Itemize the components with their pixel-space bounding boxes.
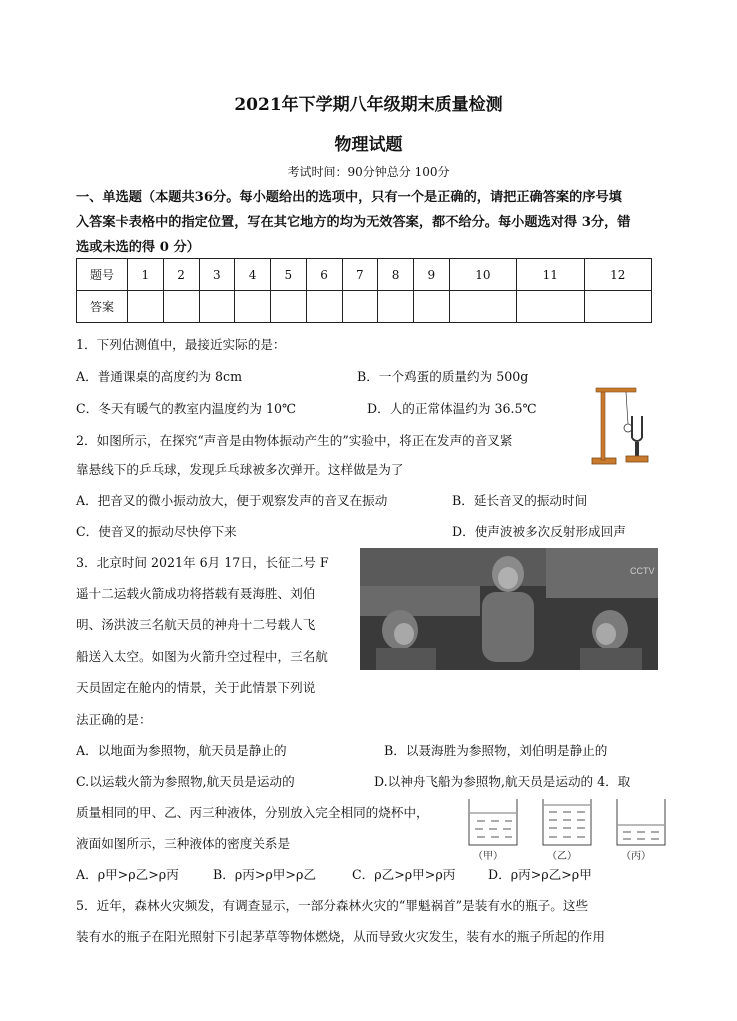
exam-subtitle: 物理试题 xyxy=(334,135,403,155)
q2-option-b: B．延长音叉的振动时间 xyxy=(452,493,588,508)
q4-option-c: C．ρ乙>ρ甲>ρ丙 xyxy=(352,867,456,882)
q4-option-b: B．ρ丙>ρ甲>ρ乙 xyxy=(213,867,316,882)
question-number-cell: 12 xyxy=(584,259,652,291)
beaker-bing xyxy=(617,799,665,845)
astronauts-photo-illustration xyxy=(360,548,658,670)
q4-stem-line1: 质量相同的甲、乙、丙三种液体，分别放入完全相同的烧杯中， xyxy=(76,805,429,820)
answer-cell[interactable] xyxy=(414,291,450,323)
q3-stem-line1: 3．北京时间 2021年 6月 17日，长征二号 F xyxy=(76,555,329,570)
question-number-cell: 11 xyxy=(517,259,584,291)
answer-cell[interactable] xyxy=(306,291,342,323)
q5-stem-line1: 5．近年，森林火灾频发，有调查显示，一部分森林火灾的“罪魁祸首”是装有水的瓶子。这些 xyxy=(76,898,589,913)
q5-stem-line2: 装有水的瓶子在阳光照射下引起茅草等物体燃烧，从而导致火灾发生，装有水的瓶子所起的作用 xyxy=(76,929,605,944)
beaker-yi xyxy=(543,799,591,845)
q3-stem-line5: 天员固定在舱内的情景，关于此情景下列说 xyxy=(76,680,316,695)
answer-cell[interactable] xyxy=(378,291,414,323)
q3-stem-line2: 遥十二运载火箭成功将搭载有聂海胜、刘伯 xyxy=(76,586,316,601)
q1-option-d: D．人的正常体温约为 36.5℃ xyxy=(367,401,537,416)
question-number-cell: 1 xyxy=(128,259,164,291)
q1-stem: 1．下列估测值中，最接近实际的是： xyxy=(76,337,286,352)
answer-cell[interactable] xyxy=(271,291,307,323)
answer-table-answer-row xyxy=(77,291,652,323)
exam-info: 考试时间：90分钟总分 100分 xyxy=(287,165,450,179)
question-number-cell: 3 xyxy=(199,259,235,291)
question-number-cell: 8 xyxy=(378,259,414,291)
q1-option-a: A．普通课桌的高度约为 8cm xyxy=(76,369,243,384)
question-number-cell: 4 xyxy=(235,259,271,291)
q4-option-d: D．ρ丙>ρ乙>ρ甲 xyxy=(488,867,592,882)
q1-option-b: B．一个鸡蛋的质量约为 500g xyxy=(357,369,529,384)
question-number-cell: 5 xyxy=(271,259,307,291)
answer-cell[interactable] xyxy=(517,291,584,323)
section-instructions-line2: 入答案卡表格中的指定位置，写在其它地方的均为无效答案，都不给分。每小题选对得 3分，错 xyxy=(76,215,631,230)
answer-cell[interactable] xyxy=(163,291,199,323)
answer-cell[interactable] xyxy=(235,291,271,323)
beaker-label-jia: （甲） xyxy=(473,851,503,862)
q3-option-b: B．以聂海胜为参照物，刘伯明是静止的 xyxy=(384,743,608,758)
answer-table-answer-label: 答案 xyxy=(77,291,128,323)
q2-stem-line2: 靠悬线下的乒乓球，发现乒乓球被多次弹开。这样做是为了 xyxy=(76,462,404,477)
question-number-cell: 9 xyxy=(414,259,450,291)
section-instructions-line3: 选或未选的得 0 分） xyxy=(76,240,200,255)
beakers-figure xyxy=(465,795,670,863)
answer-table-number-row xyxy=(77,259,652,291)
q3-stem-line3: 明、汤洪波三名航天员的神舟十二号载人飞 xyxy=(76,617,316,632)
question-number-cell: 2 xyxy=(163,259,199,291)
answer-cell[interactable] xyxy=(449,291,516,323)
photo-watermark: CCTV xyxy=(630,566,655,576)
q3-option-d: D.以神舟飞船为参照物,航天员是运动的 4．取 xyxy=(374,774,631,789)
q2-option-c: C．使音叉的振动尽快停下来 xyxy=(76,524,237,539)
q3-stem-line6: 法正确的是： xyxy=(76,712,152,727)
q3-option-c: C.以运载火箭为参照物,航天员是运动的 xyxy=(76,774,295,789)
answer-cell[interactable] xyxy=(342,291,378,323)
q2-option-a: A．把音叉的微小振动放大，便于观察发声的音叉在振动 xyxy=(76,493,388,508)
answer-cell[interactable] xyxy=(199,291,235,323)
answer-table xyxy=(76,258,652,323)
q2-stem-line1: 2．如图所示，在探究“声音是由物体振动产生的”实验中，将正在发声的音叉紧 xyxy=(76,433,513,448)
question-number-cell: 7 xyxy=(342,259,378,291)
exam-title: 2021年下学期八年级期末质量检测 xyxy=(234,95,503,115)
answer-cell[interactable] xyxy=(128,291,164,323)
section-instructions-line1: 一、单选题（本题共36分。每小题给出的选项中，只有一个是正确的，请把正确答案的序号填 xyxy=(76,190,622,205)
astronauts-photo xyxy=(360,548,658,670)
q3-option-a: A．以地面为参照物，航天员是静止的 xyxy=(76,743,287,758)
tuning-fork-figure xyxy=(586,380,656,472)
q4-stem-line2: 液面如图所示，三种液体的密度关系是 xyxy=(76,836,291,851)
beaker-label-yi: （乙） xyxy=(547,851,577,862)
q3-stem-line4: 船送入太空。如图为火箭升空过程中，三名航 xyxy=(76,649,328,664)
answer-table-header-label: 题号 xyxy=(77,259,128,291)
question-number-cell: 6 xyxy=(306,259,342,291)
beaker-label-bing: （丙） xyxy=(621,851,651,862)
q2-option-d: D．使声波被多次反射形成回声 xyxy=(452,524,626,539)
question-number-cell: 10 xyxy=(449,259,516,291)
q4-option-a: A．ρ甲>ρ乙>ρ丙 xyxy=(76,867,179,882)
answer-cell[interactable] xyxy=(584,291,652,323)
beaker-jia xyxy=(469,799,517,845)
q1-option-c: C．冬天有暖气的教室内温度约为 10℃ xyxy=(76,401,297,416)
